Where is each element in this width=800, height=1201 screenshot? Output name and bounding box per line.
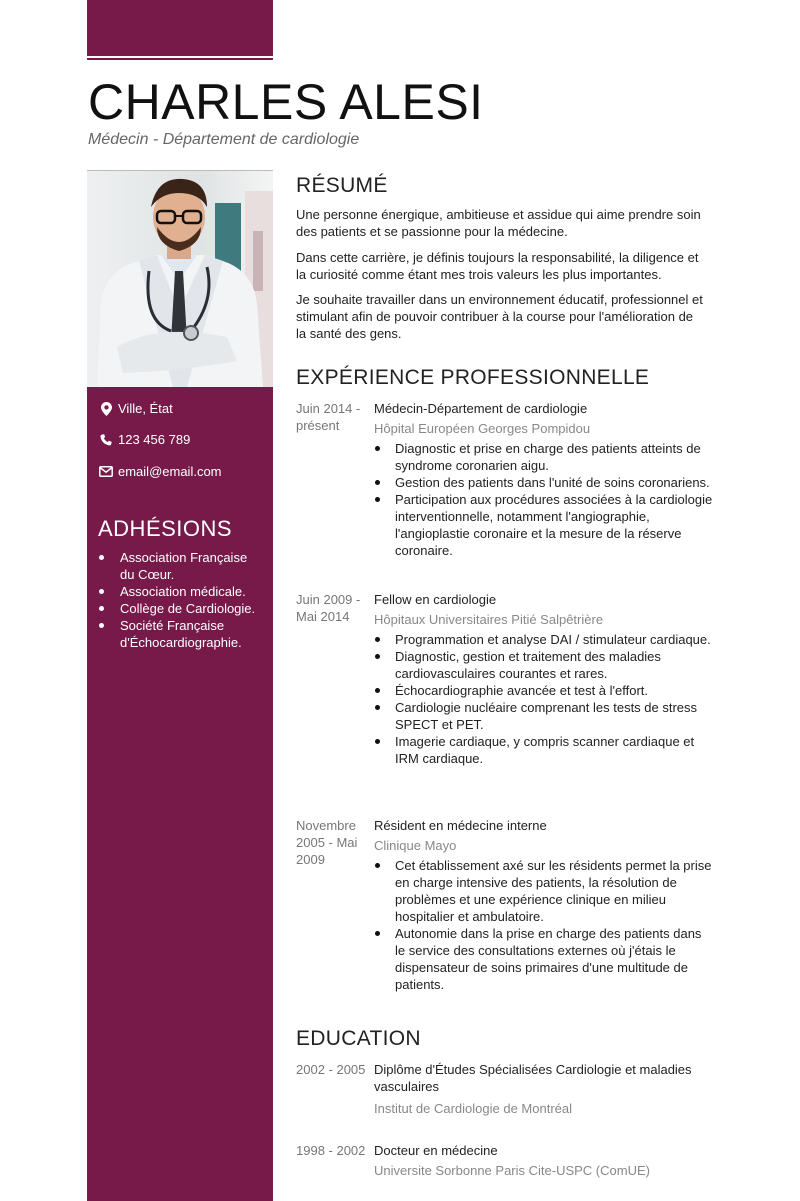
phone-text: 123 456 789 — [118, 432, 191, 447]
adhesions-heading: ADHÉSIONS — [98, 516, 233, 541]
list-item: Cet établissement axé sur les résidents permet la prise en charge intensive des patients, la résolution de problèmes et une expérience clinique en milieu hospitalier et ambulatoire. — [374, 857, 714, 925]
experience-date: Novembre 2005 - Mai 2009 — [296, 818, 358, 867]
map-marker-icon — [99, 402, 113, 416]
experience-bullets — [374, 440, 714, 559]
list-item: Association Française du Cœur. — [98, 549, 263, 583]
education-date: 1998 - 2002 — [296, 1143, 366, 1158]
education-degree: Docteur en médecine — [374, 1143, 498, 1158]
list-item: Association médicale. — [98, 583, 263, 600]
experience-job-title: Médecin-Département de cardiologie — [374, 401, 588, 416]
resume-paragraph: Je souhaite travailler dans un environnement éducatif, professionnel et stimulant afin de pouvoir contribuer à la course pour l'amélioration de la santé des gens. — [296, 292, 703, 341]
list-item: Diagnostic, gestion et traitement des maladies cardiovasculaires courantes et rares. — [374, 648, 714, 682]
experience-date: Juin 2009 - Mai 2014 — [296, 592, 361, 624]
list-item: Société Française d'Échocardiographie. — [98, 617, 263, 651]
list-item: Gestion des patients dans l'unité de soins coronariens. — [374, 474, 714, 491]
education-school: Institut de Cardiologie de Montréal — [374, 1101, 573, 1116]
list-item: Collège de Cardiologie. — [98, 600, 263, 617]
list-item: Diagnostic et prise en charge des patients atteints de syndrome coronarien aigu. — [374, 440, 714, 474]
email-link[interactable]: email@email.com — [118, 464, 222, 479]
list-item: Échocardiographie avancée et test à l'effort. — [374, 682, 714, 699]
experience-job-title: Fellow en cardiologie — [374, 592, 497, 607]
phone-icon — [99, 433, 113, 447]
education-degree: Diplôme d'Études Spécialisées Cardiologie et maladies vasculaires — [374, 1062, 692, 1094]
profile-photo — [87, 170, 273, 387]
contact-phone — [99, 432, 269, 447]
envelope-icon — [99, 465, 113, 479]
doctor-portrait-icon — [87, 171, 273, 387]
resume-paragraph: Une personne énergique, ambitieuse et assidue qui aime prendre soin des patients et se passionne pour la médecine. — [296, 207, 701, 239]
resume-heading: RÉSUMÉ — [296, 174, 388, 197]
experience-organization: Hôpital Européen Georges Pompidou — [374, 421, 591, 436]
list-item: Programmation et analyse DAI / stimulateur cardiaque. — [374, 631, 714, 648]
resume-paragraph: Dans cette carrière, je définis toujours la responsabilité, la diligence et la curiosité comme étant mes trois valeurs les plus importantes. — [296, 250, 699, 282]
experience-date: Juin 2014 - présent — [296, 401, 361, 433]
sidebar — [87, 386, 273, 1201]
contact-email[interactable] — [99, 464, 269, 479]
education-date: 2002 - 2005 — [296, 1062, 366, 1077]
contact-location — [99, 401, 269, 416]
list-item: Cardiologie nucléaire comprenant les tests de stress SPECT et PET. — [374, 699, 714, 733]
list-item: Autonomie dans la prise en charge des patients dans le service des consultations externes où j'étais le dispensateur de soins primaires d'une multitude de patients. — [374, 925, 714, 993]
experience-heading: EXPÉRIENCE PROFESSIONNELLE — [296, 366, 650, 389]
experience-job-title: Résident en médecine interne — [374, 818, 547, 833]
candidate-title: Médecin - Département de cardiologie — [88, 131, 360, 148]
education-heading: EDUCATION — [296, 1027, 421, 1050]
header-accent-line — [87, 58, 273, 60]
location-text: Ville, État — [118, 401, 173, 416]
adhesions-list — [98, 549, 263, 651]
list-item: Imagerie cardiaque, y compris scanner cardiaque et IRM cardiaque. — [374, 733, 714, 767]
experience-bullets — [374, 631, 714, 767]
candidate-name: CHARLES ALESI — [88, 74, 484, 130]
experience-bullets — [374, 857, 714, 993]
list-item: Participation aux procédures associées à la cardiologie interventionnelle, notamment l'angiographie, l'angioplastie coronaire et la mesure de la réserve coronaire. — [374, 491, 714, 559]
experience-organization: Clinique Mayo — [374, 838, 457, 853]
education-school: Universite Sorbonne Paris Cite-USPC (ComUE) — [374, 1163, 650, 1178]
header-accent-block — [87, 0, 273, 56]
experience-organization: Hôpitaux Universitaires Pitié Salpêtrière — [374, 612, 604, 627]
